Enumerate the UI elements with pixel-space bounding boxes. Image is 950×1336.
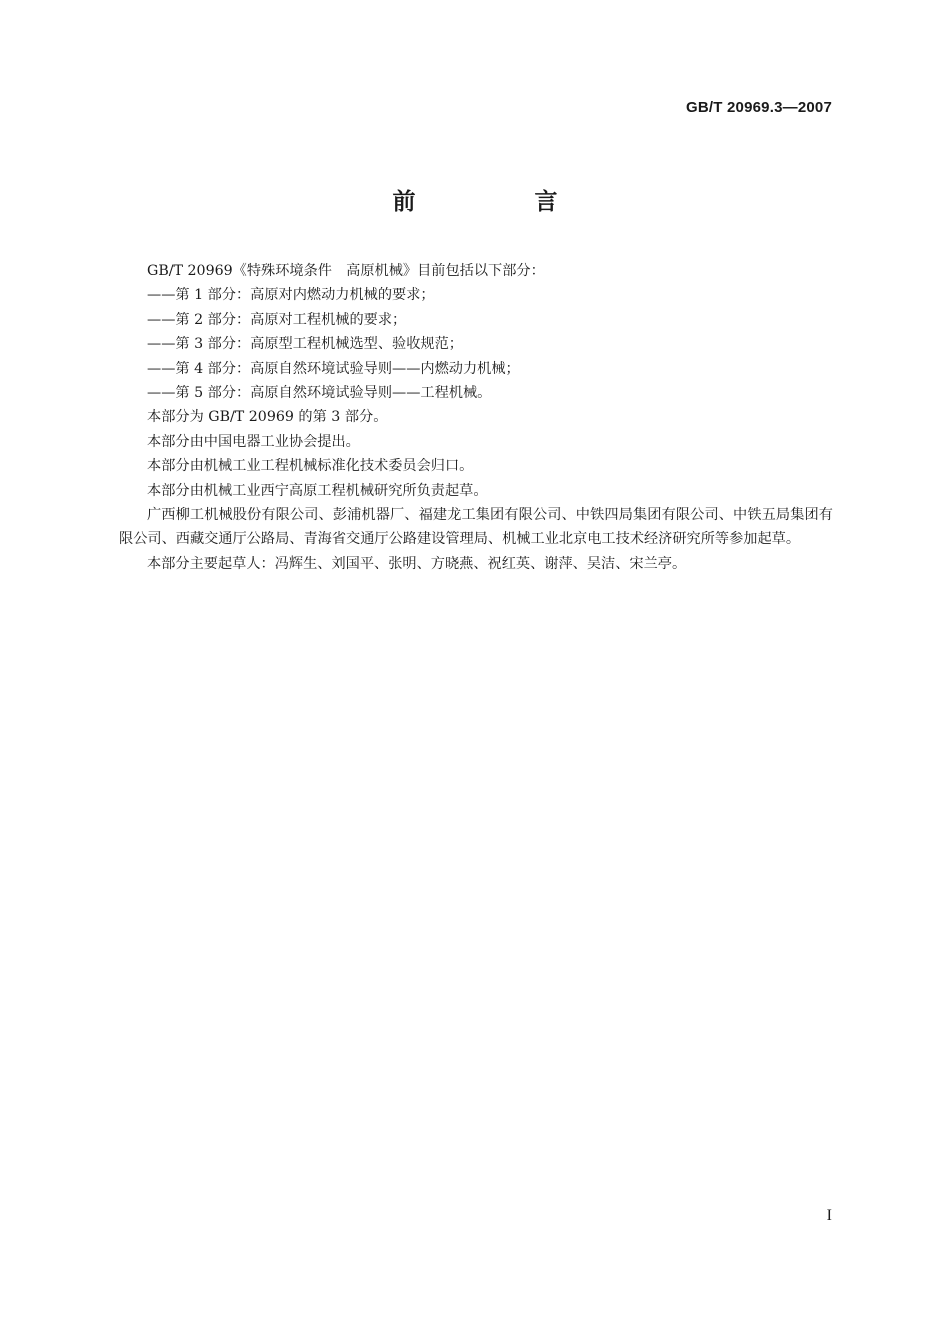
list-item-part-1: ——第 1 部分：高原对内燃动力机械的要求； xyxy=(147,287,435,304)
paragraph-part-statement: 本部分为 GB/T 20969 的第 3 部分。 xyxy=(147,409,388,426)
paragraph-drafter-org: 本部分由机械工业西宁高原工程机械研究所负责起草。 xyxy=(147,482,488,499)
paragraph-participants: 广西柳工机械股份有限公司、彭浦机器厂、福建龙工集团有限公司、中铁四局集团有限公司、中铁五局集团有限公司、西藏交通厅公路局、青海省交通厅公路建设管理局、机械工业北京电工技术经济研究所等参加起草。 xyxy=(119,507,833,548)
paragraph-proposer: 本部分由中国电器工业协会提出。 xyxy=(147,433,360,450)
foreword-body xyxy=(119,259,833,576)
list-item-part-5: ——第 5 部分：高原自然环境试验导则——工程机械。 xyxy=(147,385,492,402)
page-number: I xyxy=(826,1207,832,1224)
list-item-part-2: ——第 2 部分：高原对工程机械的要求； xyxy=(147,311,407,328)
paragraph-drafters: 本部分主要起草人：冯辉生、刘国平、张明、方晓燕、祝红英、谢萍、吴洁、宋兰亭。 xyxy=(147,555,687,572)
paragraph-intro: GB/T 20969《特殊环境条件 高原机械》目前包括以下部分： xyxy=(147,263,545,279)
paragraph-committee: 本部分由机械工业工程机械标准化技术委员会归口。 xyxy=(147,458,474,475)
list-item-part-3: ——第 3 部分：高原型工程机械选型、验收规范； xyxy=(147,336,463,353)
page-title: 前 言 xyxy=(392,189,606,215)
list-item-part-4: ——第 4 部分：高原自然环境试验导则——内燃动力机械； xyxy=(147,360,520,377)
standard-code: GB/T 20969.3—2007 xyxy=(686,99,832,116)
